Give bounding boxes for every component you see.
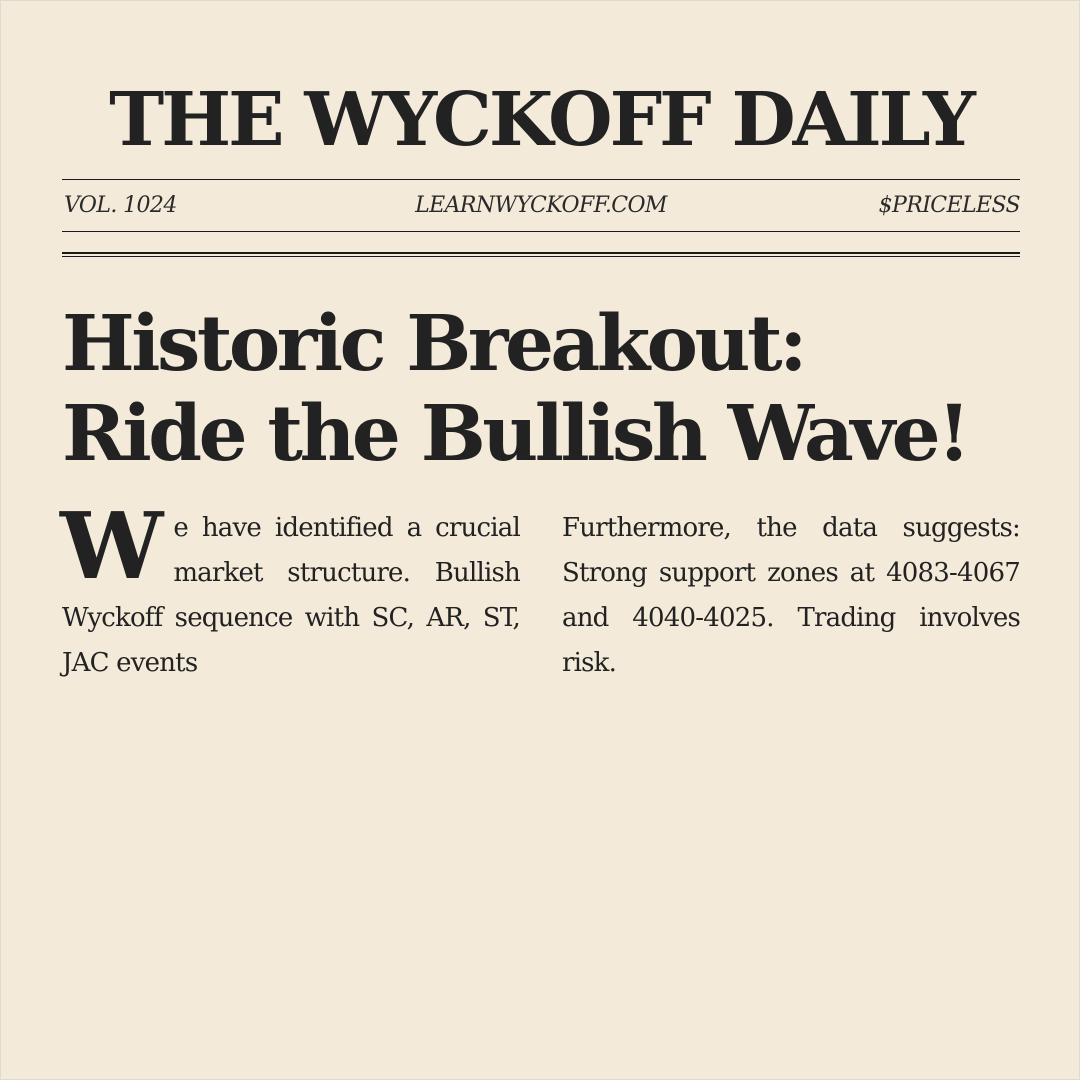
article-column-1	[60, 492, 520, 686]
section-double-rule-thin	[62, 256, 1020, 257]
drop-cap: W	[60, 492, 164, 600]
volume-label: VOL. 1024	[64, 193, 177, 218]
masthead-rule-bottom	[62, 231, 1020, 232]
masthead-meta-row	[62, 187, 1020, 225]
masthead-rule-top	[62, 179, 1020, 180]
column-1-text: e have identified a crucial market structure. Bullish Wyckoff sequence with SC, AR, ST, JAC events	[62, 513, 520, 678]
article-column-2	[562, 506, 1020, 686]
section-double-rule-thick	[62, 252, 1020, 254]
headline-line-2: Ride the Bullish Wave!	[62, 389, 968, 479]
masthead-title: THE WYCKOFF DAILY	[109, 77, 973, 163]
article-columns	[60, 492, 1020, 686]
website-label: LEARNWYCKOFF.COM	[415, 193, 667, 218]
column-2-text: Furthermore, the data suggests: Strong support zones at 4083-4067 and 4040-4025. Trading involves risk.	[562, 513, 1020, 678]
headline-line-1: Historic Breakout:	[62, 299, 805, 389]
price-label: $PRICELESS	[878, 193, 1020, 218]
article-headline	[62, 299, 1042, 479]
